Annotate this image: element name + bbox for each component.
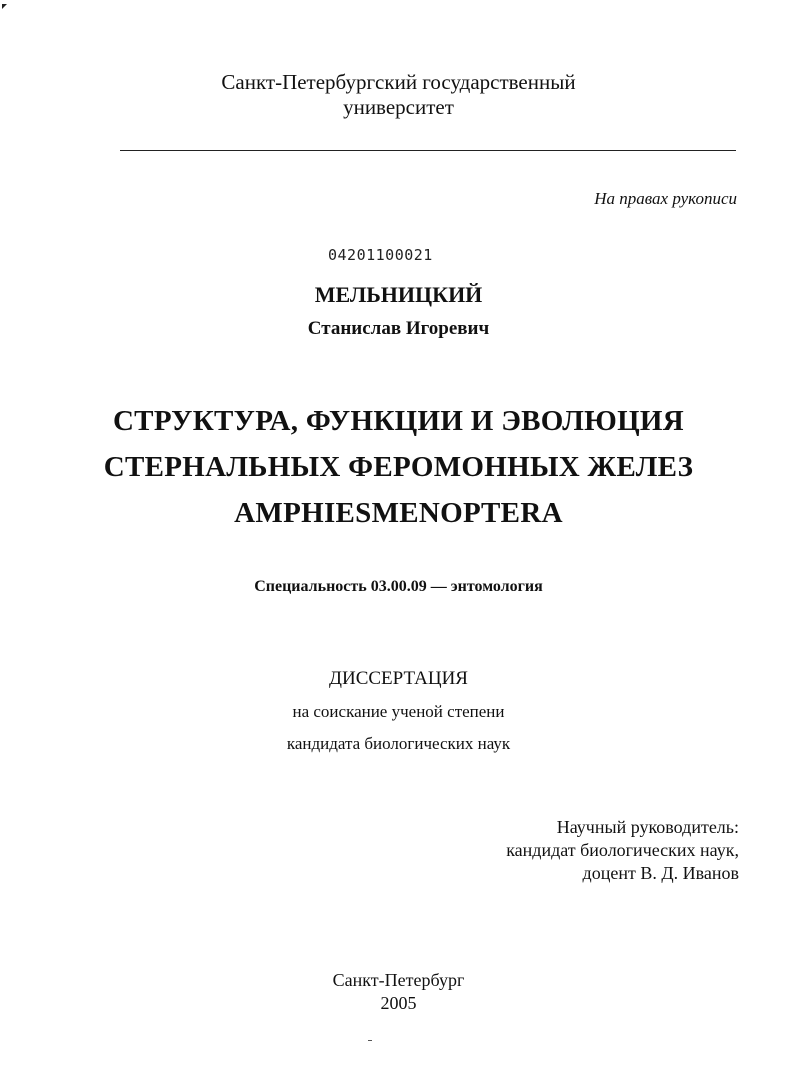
- title-line-3: AMPHIESMENOPTERA: [234, 497, 563, 529]
- scan-speck: [368, 1040, 372, 1041]
- header-divider: [120, 150, 736, 151]
- author-given-names: Станислав Игоревич: [307, 318, 490, 339]
- institution-line-2: университет: [343, 95, 454, 119]
- specialty: Специальность 03.00.09 — энтомология: [254, 578, 543, 595]
- title-line-2: СТЕРНАЛЬНЫХ ФЕРОМОННЫХ ЖЕЛЕЗ: [103, 451, 694, 483]
- dissertation-heading: ДИССЕРТАЦИЯ: [329, 668, 468, 689]
- institution-line-1: Санкт-Петербургский государственный: [221, 70, 576, 94]
- scan-corner-mark: [2, 4, 7, 9]
- inventory-number: 04201100021: [328, 246, 433, 264]
- degree-line-1: на соискание ученой степени: [292, 702, 505, 721]
- place: Санкт-Петербург: [332, 970, 465, 990]
- advisor-degree: кандидат биологических наук,: [506, 840, 739, 860]
- year: 2005: [380, 993, 417, 1013]
- advisor-name: доцент В. Д. Иванов: [582, 863, 739, 883]
- degree-line-2: кандидата биологических наук: [286, 734, 511, 753]
- advisor-heading: Научный руководитель:: [556, 817, 739, 837]
- author-surname: МЕЛЬНИЦКИЙ: [314, 282, 483, 307]
- manuscript-note: На правах рукописи: [594, 189, 737, 208]
- title-line-1: СТРУКТУРА, ФУНКЦИИ И ЭВОЛЮЦИЯ: [112, 405, 685, 437]
